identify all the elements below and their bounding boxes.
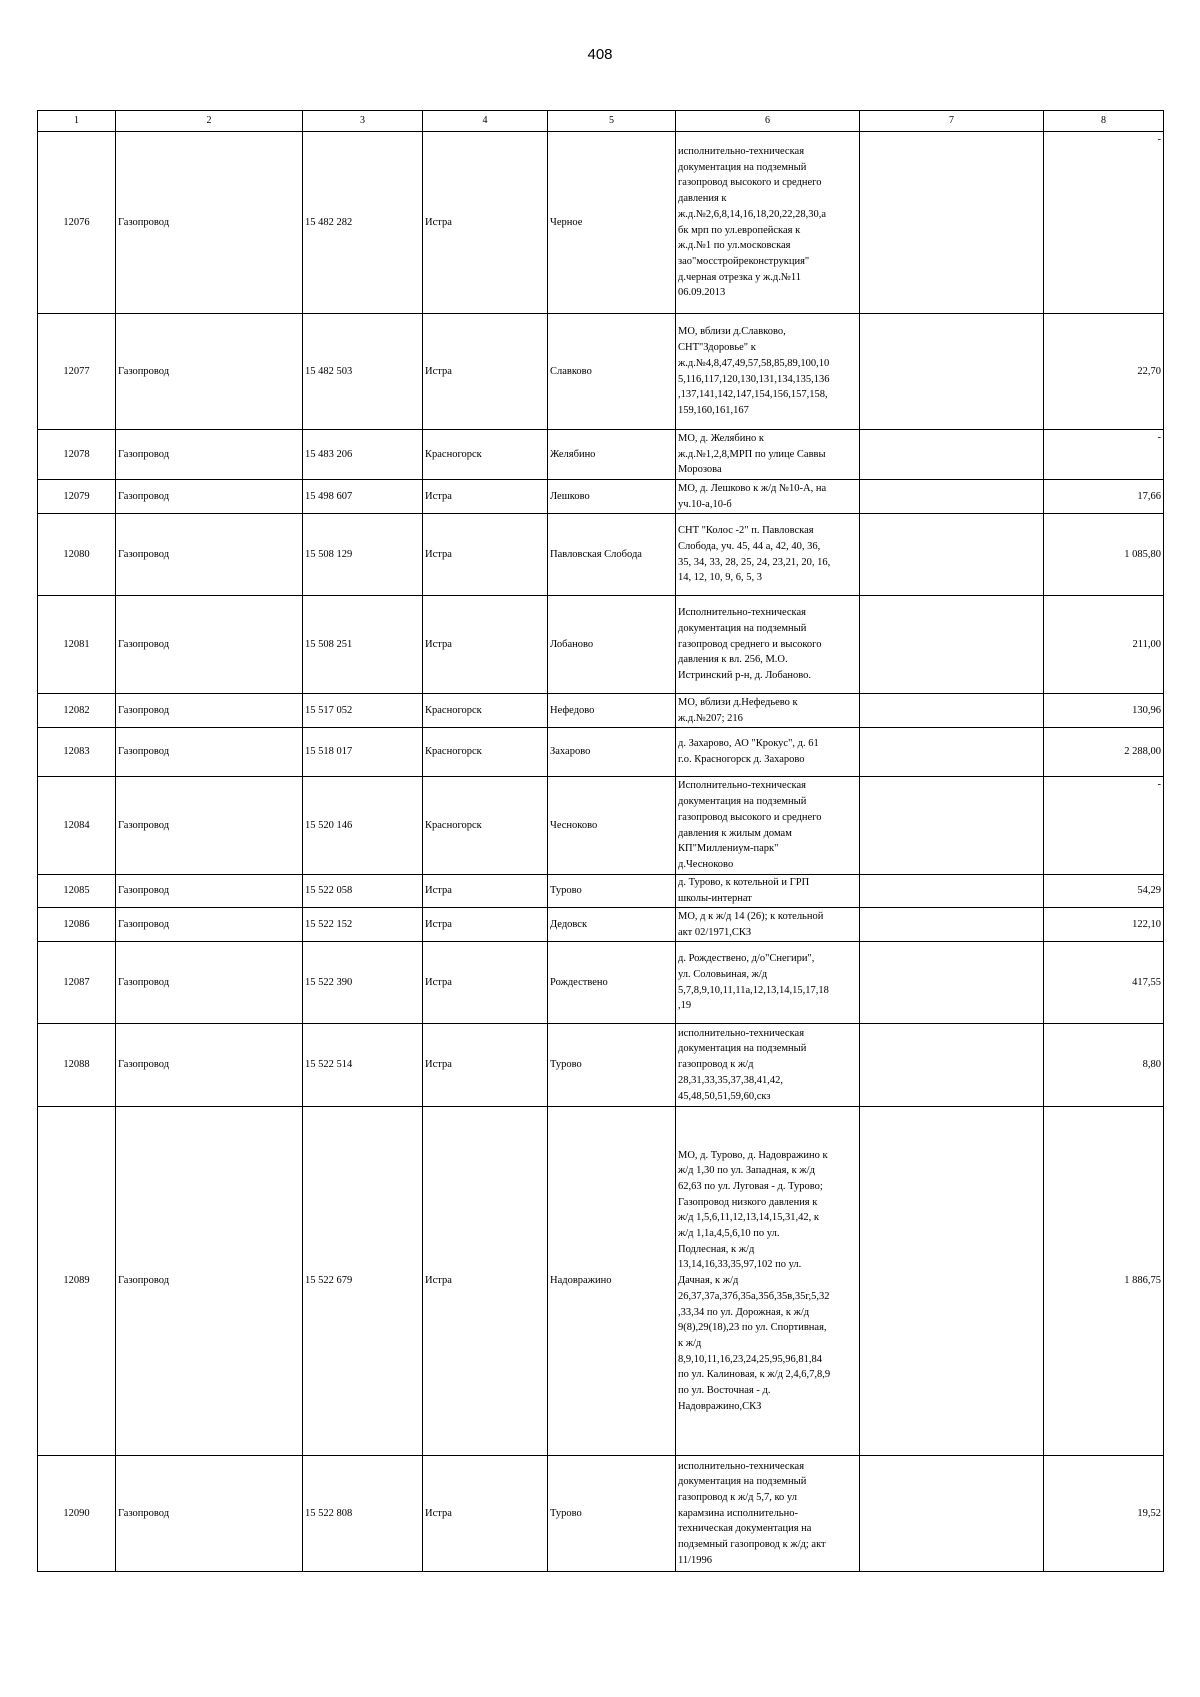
column-7-cell <box>860 480 1044 514</box>
object-code: 15 482 282 <box>303 132 423 314</box>
table-row <box>38 514 1164 596</box>
value-cell: 54,29 <box>1044 875 1164 908</box>
column-7-cell <box>860 1024 1044 1107</box>
object-code: 15 522 514 <box>303 1024 423 1107</box>
locality: Черное <box>548 132 676 314</box>
value-cell: - <box>1044 430 1164 480</box>
row-number: 12084 <box>38 777 116 875</box>
locality: Чесноково <box>548 777 676 875</box>
value-cell: 8,80 <box>1044 1024 1164 1107</box>
value-cell: 417,55 <box>1044 942 1164 1024</box>
table-row <box>38 728 1164 777</box>
description <box>676 942 860 1024</box>
description-text: исполнительно-техническая документация на подземный газопровод к ж/д 28,31,33,35,37,38,41,42, 45,48,50,51,59,60,скз <box>678 1027 807 1102</box>
object-type: Газопровод <box>116 514 303 596</box>
locality: Нефедово <box>548 694 676 728</box>
locality: Турово <box>548 875 676 908</box>
column-header: 4 <box>423 111 548 132</box>
column-7-cell <box>860 942 1044 1024</box>
column-header: 8 <box>1044 111 1164 132</box>
object-code: 15 508 251 <box>303 596 423 694</box>
row-number: 12081 <box>38 596 116 694</box>
description-text: исполнительно-техническая документация на подземный газопровод к ж/д 5,7, ко ул карамзина исполнительно- техническая документация на подземный газопровод к ж/д; акт 11/1996 <box>678 1460 826 1566</box>
column-header: 3 <box>303 111 423 132</box>
locality: Славково <box>548 314 676 430</box>
table-row <box>38 596 1164 694</box>
object-code: 15 520 146 <box>303 777 423 875</box>
locality: Турово <box>548 1024 676 1107</box>
column-7-cell <box>860 1107 1044 1456</box>
value-cell: - <box>1044 777 1164 875</box>
column-7-cell <box>860 908 1044 942</box>
district: Красногорск <box>423 777 548 875</box>
object-code: 15 522 679 <box>303 1107 423 1456</box>
row-number: 12082 <box>38 694 116 728</box>
column-7-cell <box>860 430 1044 480</box>
district: Красногорск <box>423 694 548 728</box>
row-number: 12077 <box>38 314 116 430</box>
description <box>676 777 860 875</box>
object-type: Газопровод <box>116 875 303 908</box>
column-header: 5 <box>548 111 676 132</box>
header-row <box>38 111 1164 132</box>
value-cell: 130,96 <box>1044 694 1164 728</box>
object-code: 15 522 390 <box>303 942 423 1024</box>
district: Истра <box>423 1456 548 1572</box>
column-7-cell <box>860 596 1044 694</box>
locality: Надовражино <box>548 1107 676 1456</box>
description-text: исполнительно-техническая документация на подземный газопровод высокого и среднего давления к ж.д.№2,6,8,14,16,18,20,22,28,30,а бк мрп по ул.европейская к ж.д.№1 по ул.московская зао"мосстройреконструкция" д.черная отрезка у ж.д.№11 06.09.2013 <box>678 145 827 299</box>
table-row <box>38 777 1164 875</box>
description <box>676 1107 860 1456</box>
district: Истра <box>423 908 548 942</box>
district: Истра <box>423 480 548 514</box>
table-row <box>38 694 1164 728</box>
table-row <box>38 1024 1164 1107</box>
object-code: 15 508 129 <box>303 514 423 596</box>
column-header: 1 <box>38 111 116 132</box>
description <box>676 1456 860 1572</box>
value-cell: 2 288,00 <box>1044 728 1164 777</box>
district: Истра <box>423 942 548 1024</box>
column-7-cell <box>860 1456 1044 1572</box>
district: Истра <box>423 314 548 430</box>
table-row <box>38 875 1164 908</box>
description <box>676 132 860 314</box>
row-number: 12090 <box>38 1456 116 1572</box>
object-code: 15 522 808 <box>303 1456 423 1572</box>
object-code: 15 483 206 <box>303 430 423 480</box>
description-text: Исполнительно-техническая документация на подземный газопровод среднего и высокого давления к вл. 256, М.О. Истринский р-н, д. Лобаново. <box>678 607 822 682</box>
locality: Дедовск <box>548 908 676 942</box>
registry-table <box>37 110 1164 1572</box>
locality: Лобаново <box>548 596 676 694</box>
value-cell: 1 085,80 <box>1044 514 1164 596</box>
object-type: Газопровод <box>116 908 303 942</box>
description-text: МО, д. Турово, д. Надовражино к ж/д 1,30 по ул. Западная, к ж/д 62,63 по ул. Луговая - д. Турово; Газопровод низкого давления к ж/д 1,5,6,11,12,13,14,15,31,42, к ж/д 1,1а,4,5,6,10 по ул. Подлесная, к ж/д 13,14,16,33,35,97,102 по ул. Дачная, к ж/д 26,37,37а,37б,35а,35б,35в,35г,5,32 ,33,34 по ул. Дорожная, к ж/д 9(8),29(18),23 по ул. Спортивная, к ж/д 8,9,10,11,16,23,24,25,95,96,81,84 по ул. Калиновая, к ж/д 2,4,6,7,8,9 по ул. Восточная - д. Надовражино,СКЗ <box>678 1149 831 1412</box>
table-row <box>38 1456 1164 1572</box>
row-number: 12078 <box>38 430 116 480</box>
value-cell: - <box>1044 132 1164 314</box>
description-text: СНТ "Колос -2" п. Павловская Слобода, уч. 45, 44 а, 42, 40, 36, 35, 34, 33, 28, 25, 24, 23,21, 20, 16, 14, 12, 10, 9, 6, 5, 3 <box>678 525 831 584</box>
object-type: Газопровод <box>116 942 303 1024</box>
value-cell: 1 886,75 <box>1044 1107 1164 1456</box>
object-type: Газопровод <box>116 132 303 314</box>
column-7-cell <box>860 728 1044 777</box>
locality: Турово <box>548 1456 676 1572</box>
description-text: МО, д. Желябино к ж.д.№1,2,8,МРП по улице Саввы Морозова <box>678 432 826 476</box>
object-code: 15 522 058 <box>303 875 423 908</box>
description-text: МО, вблизи д.Славково, СНТ"Здоровье" к ж.д.№4,8,47,49,57,58,85,89,100,10 5,116,117,120,130,131,134,135,136 ,137,141,142,147,154,156,157,158, 159,160,161,167 <box>678 326 830 416</box>
object-type: Газопровод <box>116 1107 303 1456</box>
table-row <box>38 1107 1164 1456</box>
district: Истра <box>423 514 548 596</box>
object-code: 15 498 607 <box>303 480 423 514</box>
description-text: МО, д. Лешково к ж/д №10-А, на уч.10-а,10-б <box>678 482 827 510</box>
district: Истра <box>423 1107 548 1456</box>
description <box>676 596 860 694</box>
value-cell: 17,66 <box>1044 480 1164 514</box>
district: Красногорск <box>423 728 548 777</box>
locality: Рождествено <box>548 942 676 1024</box>
description-text: МО, д к ж/д 14 (26); к котельной акт 02/1971,СКЗ <box>678 910 824 938</box>
column-header: 2 <box>116 111 303 132</box>
locality: Захарово <box>548 728 676 777</box>
column-7-cell <box>860 314 1044 430</box>
table-body <box>38 132 1164 1572</box>
column-7-cell <box>860 132 1044 314</box>
description <box>676 728 860 777</box>
description <box>676 694 860 728</box>
value-cell: 22,70 <box>1044 314 1164 430</box>
table-row <box>38 908 1164 942</box>
row-number: 12085 <box>38 875 116 908</box>
page-number: 408 <box>587 46 613 63</box>
district: Истра <box>423 1024 548 1107</box>
object-type: Газопровод <box>116 480 303 514</box>
description <box>676 430 860 480</box>
locality: Желябино <box>548 430 676 480</box>
description-text: д. Рождествено, д/о"Снегири", ул. Соловьиная, ж/д 5,7,8,9,10,11,11а,12,13,14,15,17,18 ,19 <box>678 953 829 1012</box>
description <box>676 314 860 430</box>
object-code: 15 522 152 <box>303 908 423 942</box>
value-cell: 122,10 <box>1044 908 1164 942</box>
column-7-cell <box>860 694 1044 728</box>
table-row <box>38 942 1164 1024</box>
object-type: Газопровод <box>116 430 303 480</box>
object-type: Газопровод <box>116 694 303 728</box>
row-number: 12087 <box>38 942 116 1024</box>
locality: Павловская Слобода <box>548 514 676 596</box>
district: Истра <box>423 132 548 314</box>
column-header: 7 <box>860 111 1044 132</box>
column-7-cell <box>860 875 1044 908</box>
table-row <box>38 430 1164 480</box>
description <box>676 1024 860 1107</box>
description <box>676 514 860 596</box>
object-code: 15 482 503 <box>303 314 423 430</box>
table-row <box>38 480 1164 514</box>
description <box>676 875 860 908</box>
object-code: 15 518 017 <box>303 728 423 777</box>
column-7-cell <box>860 514 1044 596</box>
district: Красногорск <box>423 430 548 480</box>
row-number: 12076 <box>38 132 116 314</box>
object-type: Газопровод <box>116 728 303 777</box>
row-number: 12086 <box>38 908 116 942</box>
description-text: д. Захарово, АО "Крокус", д. 61 г.о. Красногорск д. Захарово <box>678 738 819 765</box>
object-type: Газопровод <box>116 777 303 875</box>
description <box>676 480 860 514</box>
object-type: Газопровод <box>116 314 303 430</box>
description-text: Исполнительно-техническая документация на подземный газопровод высокого и среднего давления к жилым домам КП"Миллениум-парк" д.Чесноково <box>678 780 822 870</box>
description-text: д. Турово, к котельной и ГРП школы-интернат <box>678 877 810 904</box>
object-code: 15 517 052 <box>303 694 423 728</box>
column-header: 6 <box>676 111 860 132</box>
row-number: 12083 <box>38 728 116 777</box>
value-cell: 211,00 <box>1044 596 1164 694</box>
object-type: Газопровод <box>116 596 303 694</box>
description-text: МО, вблизи д.Нефедьево к ж.д.№207; 216 <box>678 696 798 724</box>
column-7-cell <box>860 777 1044 875</box>
table-row <box>38 314 1164 430</box>
object-type: Газопровод <box>116 1456 303 1572</box>
value-cell: 19,52 <box>1044 1456 1164 1572</box>
district: Истра <box>423 875 548 908</box>
row-number: 12079 <box>38 480 116 514</box>
row-number: 12089 <box>38 1107 116 1456</box>
table-row <box>38 132 1164 314</box>
row-number: 12080 <box>38 514 116 596</box>
row-number: 12088 <box>38 1024 116 1107</box>
object-type: Газопровод <box>116 1024 303 1107</box>
district: Истра <box>423 596 548 694</box>
locality: Лешково <box>548 480 676 514</box>
description <box>676 908 860 942</box>
